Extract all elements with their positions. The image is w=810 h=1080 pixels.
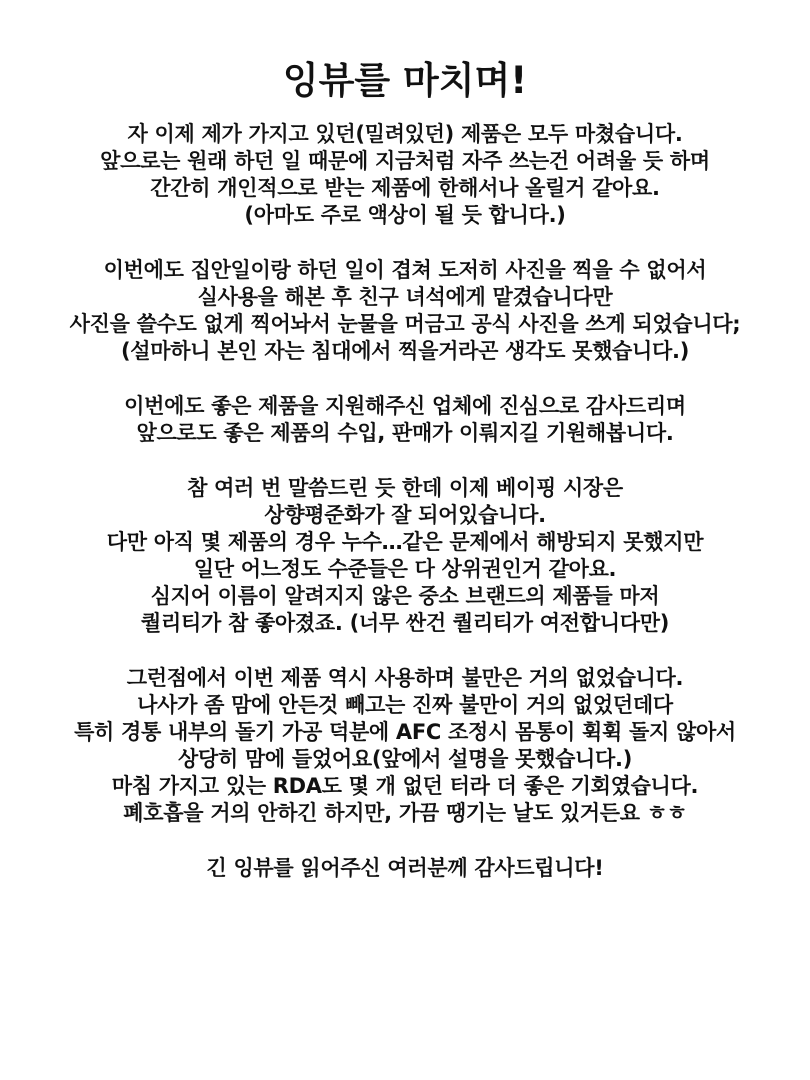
text-line: 실사용을 해본 후 친구 녀석에게 맡겼습니다만 <box>197 285 613 309</box>
paragraph-photo-note <box>0 257 810 365</box>
text-line: 폐호흡을 거의 안하긴 하지만, 가끔 땡기는 날도 있거든요 ㅎㅎ <box>123 801 687 825</box>
text-line: 일단 어느정도 수준들은 다 상위권인거 같아요. <box>193 557 617 581</box>
text-line: 특히 경통 내부의 돌기 가공 덕분에 AFC 조정시 몸통이 휙휙 돌지 않아서 <box>74 720 736 744</box>
document-title: 잉뷰를 마치며! <box>282 59 528 102</box>
paragraph-closing-thanks <box>0 855 810 882</box>
text-line: 간간히 개인적으로 받는 제품에 한해서나 올릴거 같아요. <box>150 176 660 200</box>
paragraph-market-note <box>0 475 810 637</box>
text-line: 이번에도 집안일이랑 하던 일이 겹쳐 도저히 사진을 찍을 수 없어서 <box>103 258 707 282</box>
paragraph-thanks-sponsor <box>0 393 810 447</box>
text-line: 다만 아직 몇 제품의 경우 누수…같은 문제에서 해방되지 못했지만 <box>106 530 704 554</box>
text-line: 자 이제 제가 가지고 있던(밀려있던) 제품은 모두 마쳤습니다. <box>127 122 683 146</box>
paragraph-finished-products <box>0 121 810 229</box>
text-line: 앞으로는 원래 하던 일 때문에 지금처럼 자주 쓰는건 어려울 듯 하며 <box>100 149 710 173</box>
text-line: 나사가 좀 맘에 안든것 빼고는 진짜 불만이 거의 없었던데다 <box>137 693 673 717</box>
text-line: 상향평준화가 잘 되어있습니다. <box>264 503 546 527</box>
text-line: 긴 잉뷰를 읽어주신 여러분께 감사드립니다! <box>206 856 604 880</box>
text-line: 상당히 맘에 들었어요(앞에서 설명을 못했습니다.) <box>177 747 633 771</box>
text-line: 이번에도 좋은 제품을 지원해주신 업체에 진심으로 감사드리며 <box>124 394 686 418</box>
text-line: 심지어 이름이 알려지지 않은 중소 브랜드의 제품들 마저 <box>150 584 660 608</box>
text-line: 마침 가지고 있는 RDA도 몇 개 없던 터라 더 좋은 기회였습니다. <box>111 774 699 798</box>
text-line: 참 여러 번 말씀드린 듯 한데 이제 베이핑 시장은 <box>187 476 623 500</box>
text-line: 그런점에서 이번 제품 역시 사용하며 불만은 거의 없었습니다. <box>126 666 684 690</box>
text-line: 앞으로도 좋은 제품의 수입, 판매가 이뤄지길 기원해봅니다. <box>136 421 674 445</box>
text-line: 퀄리티가 참 좋아졌죠. (너무 싼건 퀄리티가 여전합니다만) <box>140 611 669 635</box>
paragraph-product-opinion <box>0 665 810 827</box>
text-line: (아마도 주로 액상이 될 듯 합니다.) <box>244 203 566 227</box>
text-line: (설마하니 본인 자는 침대에서 찍을거라곤 생각도 못했습니다.) <box>121 339 689 363</box>
text-line: 사진을 쓸수도 없게 찍어놔서 눈물을 머금고 공식 사진을 쓰게 되었습니다; <box>69 312 741 336</box>
